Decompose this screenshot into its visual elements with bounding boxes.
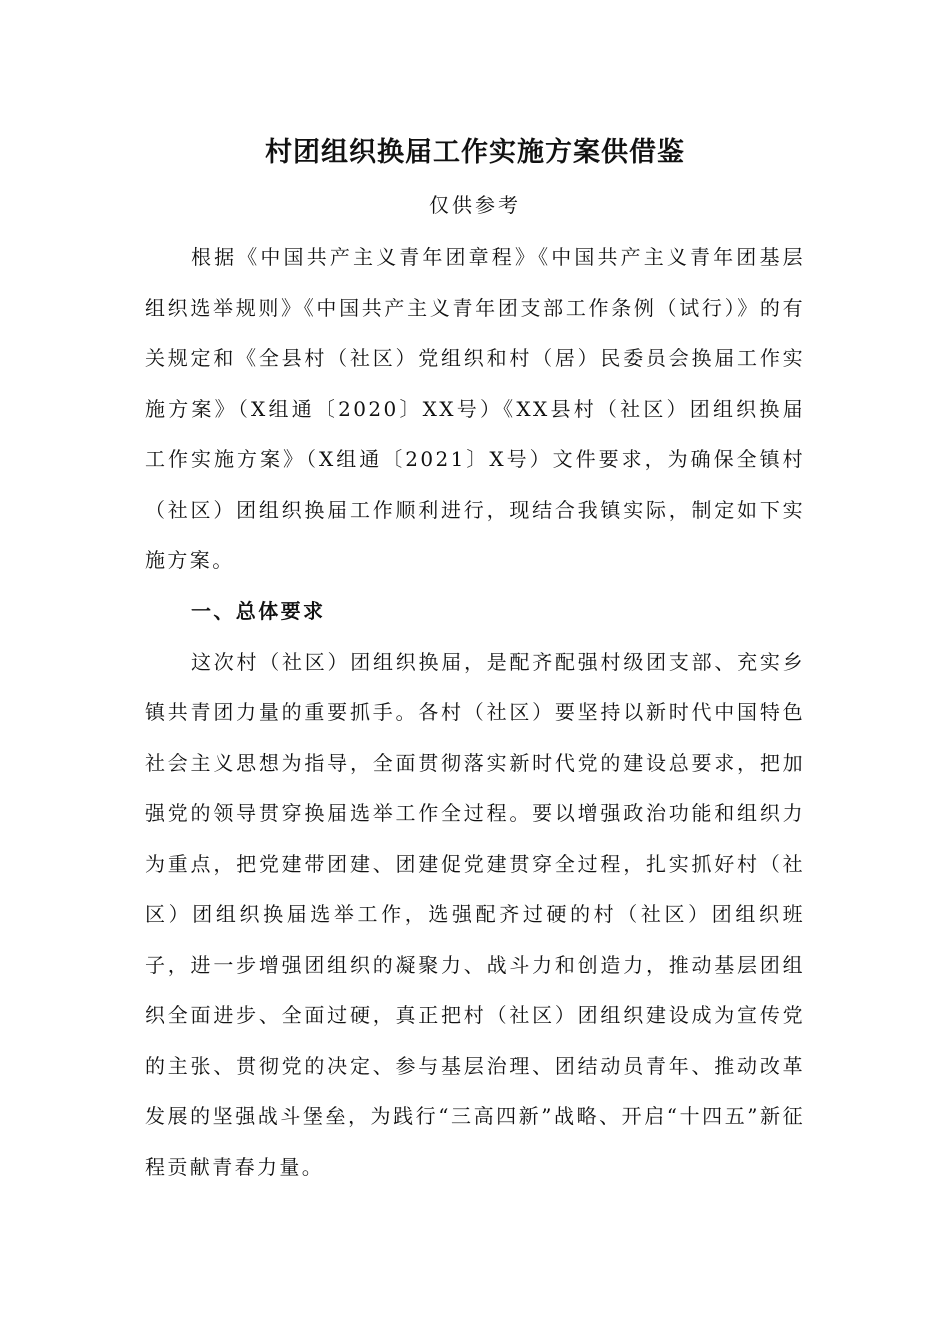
section-1-heading: 一、总体要求	[191, 599, 326, 623]
document-subtitle: 仅供参考	[429, 193, 521, 217]
document-title: 村团组织换届工作实施方案供借鉴	[265, 137, 685, 168]
intro-paragraph: 根据《中国共产主义青年团章程》《中国共产主义青年团基层组织选举规则》《中国共产主义青年团支部工作条例（试行）》的有关规定和《全县村（社区）党组织和村（居）民委员会换届工作实施方案》（X组通〔2020〕XX号）《XX县村（社区）团组织换届工作实施方案》（X组通〔2021〕X号）文件要求，为确保全镇村（社区）团组织换届工作顺利进行，现结合我镇实际，制定如下实施方案。	[145, 245, 805, 572]
section-1-block	[145, 586, 805, 1192]
intro-block	[145, 232, 805, 586]
section-1-paragraph: 这次村（社区）团组织换届，是配齐配强村级团支部、充实乡镇共青团力量的重要抓手。各村（社区）要坚持以新时代中国特色社会主义思想为指导，全面贯彻落实新时代党的建设总要求，把加强党的领导贯穿换届选举工作全过程。要以增强政治功能和组织力为重点，把党建带团建、团建促党建贯穿全过程，扎实抓好村（社区）团组织换届选举工作，选强配齐过硬的村（社区）团组织班子，进一步增强团组织的凝聚力、战斗力和创造力，推动基层团组织全面进步、全面过硬，真正把村（社区）团组织建设成为宣传党的主张、贯彻党的决定、参与基层治理、团结动员青年、推动改革发展的坚强战斗堡垒，为践行“三高四新”战略、开启“十四五”新征程贡献青春力量。	[145, 649, 805, 1179]
